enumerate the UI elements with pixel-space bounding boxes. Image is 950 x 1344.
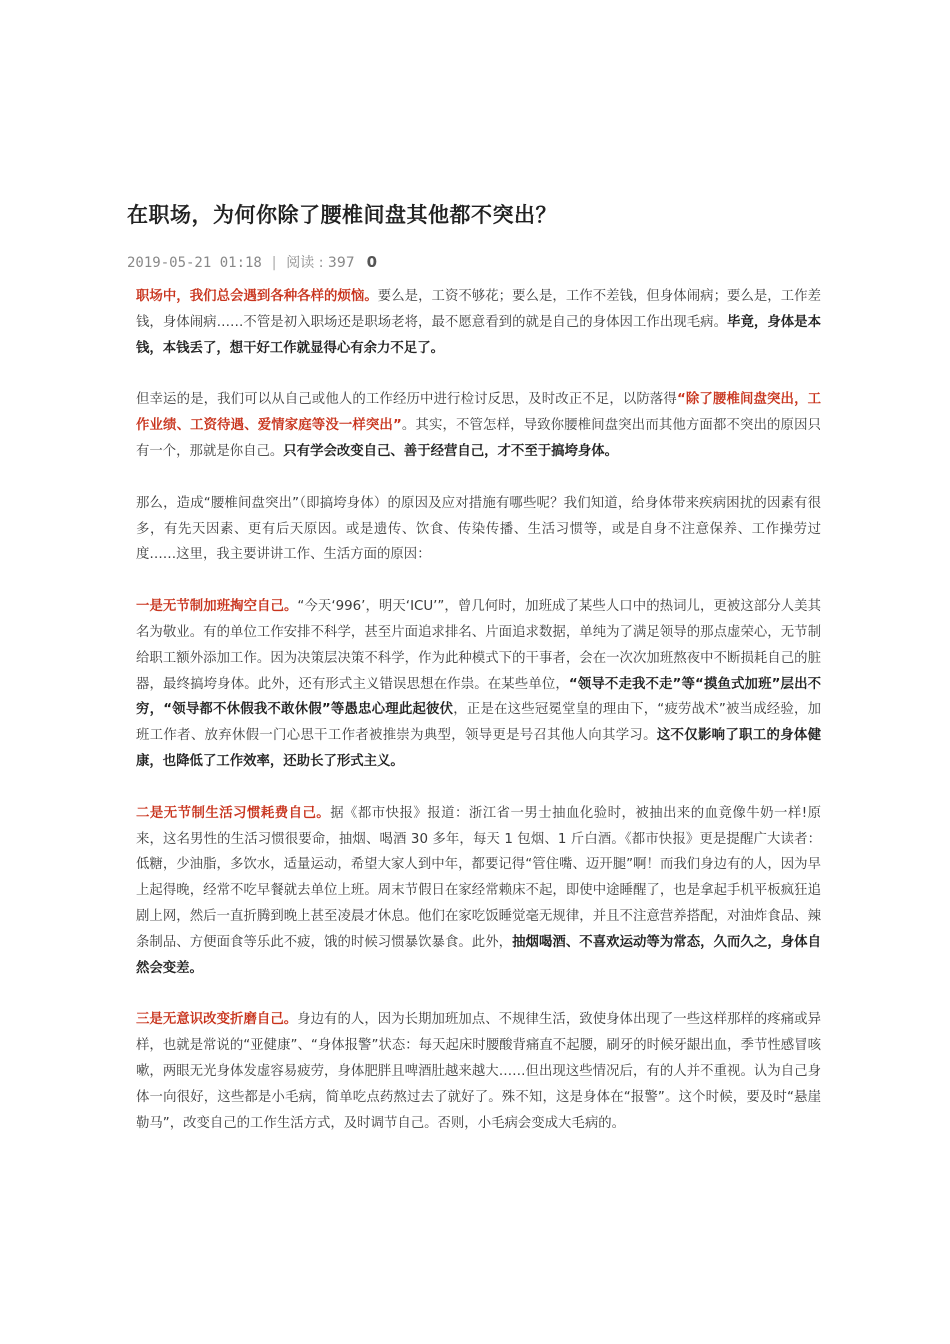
- highlight-text: 职场中，我们总会遇到各种各样的烦恼。: [136, 289, 378, 304]
- section-heading-awareness: 三是无意识改变折磨自己。: [136, 1012, 298, 1028]
- body-text: “今天‘996’，明天‘ICU’”，曾几何时，加班成了某些人口中的热词儿，更被这部分人美其名为敬业。有的单位工作安排不科学，甚至片面追求排名、片面追求数据，单纯为了满足领导的那点虚荣心，无节制给职工额外添加工作。因为决策层决策不科学，作为此种模式下的干事者，会在一次次加班熬夜中不断损耗自己的脏器，最终搞垮身体。此外，还有形式主义错误思想在作祟。在某些单位，: [136, 599, 821, 692]
- paragraph-3: [136, 491, 821, 568]
- section-heading-habits: 二是无节制生活习惯耗费自己。: [136, 805, 331, 821]
- body-text: 那么，造成“腰椎间盘突出”（即搞垮身体）的原因及应对措施有哪些呢？我们知道，给身体带来疾病困扰的因素有很多，有先天因素、更有后天原因。或是遗传、饮食、传染传播、生活习惯等，或是自身不注意保养、工作操劳过度……这里，我主要讲讲工作、生活方面的原因：: [136, 495, 821, 563]
- article-title: 在职场，为何你除了腰椎间盘其他都不突出？: [127, 203, 557, 227]
- body-text: 身边有的人，因为长期加班加点、不规律生活，致使身体出现了一些这样那样的疼痛或异样，也就是常说的“亚健康”、“身体报警”状态：每天起床时腰酸背痛直不起腰，刷牙的时候牙龈出血，季节性感冒咳嗽，两眼无光身体发虚容易疲劳，身体肥胖且啤酒肚越来越大……但出现这些情况后，有的人并不重视。认为自己身体一向很好，这些都是小毛病，简单吃点药熬过去了就好了。殊不知，这是身体在“报警”。这个时候，要及时“悬崖勒马”，改变自己的工作生活方式，及时调节自己。否则，小毛病会变成大毛病的。: [136, 1012, 821, 1131]
- paragraph-6: [136, 1007, 821, 1136]
- body-text: 要么是，工资不够花；要么是，工作不差钱，但身体闹病；要么是，工作差钱，身体闹病……不管是初入职场还是职场老将，最不愿意看到的就是自己的身体因工作出现毛病。: [136, 289, 821, 330]
- read-count: 阅读 : 397: [286, 255, 355, 271]
- article-meta: [127, 250, 377, 274]
- paragraph-4: [136, 594, 821, 775]
- bold-text: 只有学会改变自己、善于经营自己，才不至于搞垮身体。: [283, 443, 619, 459]
- paragraph-2: [136, 387, 821, 464]
- bold-text: “领导不走我不走”等“摸鱼式加班”层出不穷，“领导都不休假我不敢休假”等愚忠心理此起彼伏: [136, 676, 821, 718]
- bold-text: 这不仅影响了职工的身体健康，也降低了工作效率，还助长了形式主义。: [136, 728, 822, 769]
- body-text: 。其实，不管怎样，导致你腰椎间盘突出而其他方面都不突出的原因只有一个，那就是你自己。: [136, 418, 821, 459]
- body-text: 但幸运的是，我们可以从自己或他人的工作经历中进行检讨反思，及时改正不足，以防落得: [136, 392, 677, 408]
- article-body: [136, 284, 821, 1162]
- highlight-text: “除了腰椎间盘突出，工作业绩、工资待遇、爱情家庭等没一样突出”: [136, 392, 821, 434]
- like-count: 0: [366, 253, 378, 271]
- body-text: ，正是在这些冠冕堂皇的理由下，“疲劳战术”被当成经验，加班工作者、放弃休假一门心思干工作者被推崇为典型，领导更是号召其他人向其学习。: [136, 702, 821, 744]
- section-heading-overtime: 一是无节制加班掏空自己。: [136, 599, 298, 615]
- bold-text: 抽烟喝酒、不喜欢运动等为常态，久而久之，身体自然会变差。: [136, 934, 822, 976]
- bold-text: 毕竟，身体是本钱，本钱丢了，想干好工作就显得心有余力不足了。: [136, 314, 822, 356]
- body-text: 据《都市快报》报道：浙江省一男士抽血化验时，被抽出来的血竟像牛奶一样!原来，这名男性的生活习惯很要命，抽烟、喝酒 30 多年，每天 1 包烟、1 斤白酒。《都市快报》更是提醒广大读者：低糖，少油脂，多饮水，适量运动，希望大家人到中年，都要记得“管住嘴、迈开腿”啊！而我们身边有的人，因为早上起得晚，经常不吃早餐就去单位上班。周末节假日在家经常赖床不起，即使中途睡醒了，也是拿起手机平板疯狂追剧上网，然后一直折腾到晚上甚至凌晨才休息。他们在家吃饭睡觉毫无规律，并且不注意营养搭配，对油炸食品、辣条制品、方便面食等乐此不疲，饿的时候习惯暴饮暴食。此外，: [136, 805, 821, 950]
- paragraph-5: [136, 801, 821, 982]
- paragraph-1: [136, 284, 821, 361]
- meta-separator: |: [269, 255, 279, 271]
- publish-date: 2019-05-21 01:18: [127, 255, 262, 271]
